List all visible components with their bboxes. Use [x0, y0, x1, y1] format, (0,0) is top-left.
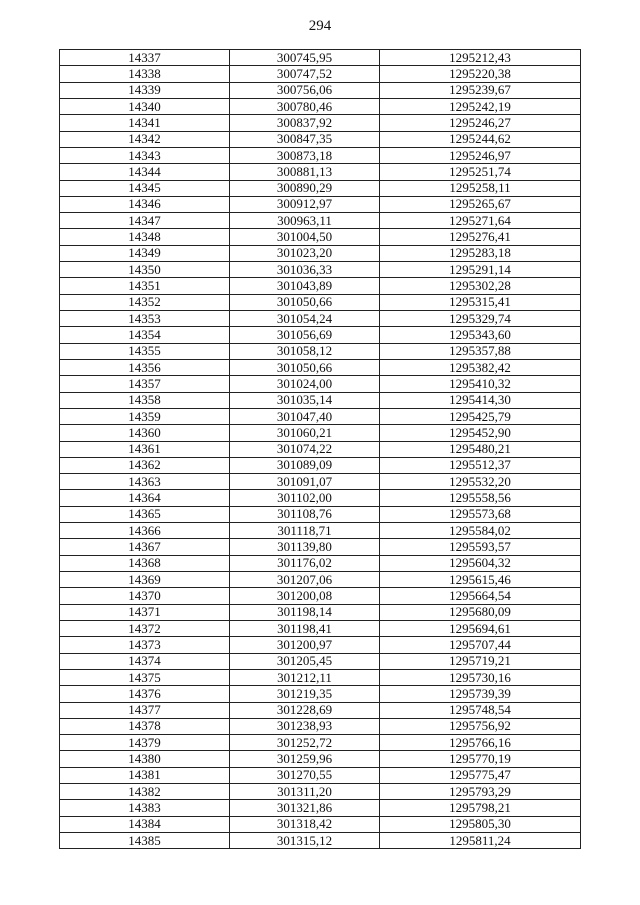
- y-coordinate-cell: 1295414,30: [380, 392, 581, 408]
- y-coordinate-cell: 1295246,27: [380, 115, 581, 131]
- table-row: [60, 669, 581, 685]
- point-number-cell: 14343: [60, 147, 230, 163]
- table-row: [60, 718, 581, 734]
- point-number-cell: 14361: [60, 441, 230, 457]
- x-coordinate-cell: 301311,20: [230, 784, 380, 800]
- point-number-cell: 14363: [60, 474, 230, 490]
- y-coordinate-cell: 1295770,19: [380, 751, 581, 767]
- point-number-cell: 14356: [60, 359, 230, 375]
- table-row: [60, 82, 581, 98]
- x-coordinate-cell: 301198,14: [230, 604, 380, 620]
- table-row: [60, 490, 581, 506]
- y-coordinate-cell: 1295766,16: [380, 735, 581, 751]
- table-row: [60, 408, 581, 424]
- x-coordinate-cell: 301118,71: [230, 523, 380, 539]
- x-coordinate-cell: 301176,02: [230, 555, 380, 571]
- table-row: [60, 474, 581, 490]
- table-row: [60, 588, 581, 604]
- table-row: [60, 376, 581, 392]
- table-row: [60, 66, 581, 82]
- table-row: [60, 457, 581, 473]
- x-coordinate-cell: 301321,86: [230, 800, 380, 816]
- point-number-cell: 14368: [60, 555, 230, 571]
- table-row: [60, 164, 581, 180]
- x-coordinate-cell: 300912,97: [230, 196, 380, 212]
- point-number-cell: 14341: [60, 115, 230, 131]
- table-row: [60, 620, 581, 636]
- point-number-cell: 14371: [60, 604, 230, 620]
- y-coordinate-cell: 1295558,56: [380, 490, 581, 506]
- x-coordinate-cell: 300747,52: [230, 66, 380, 82]
- x-coordinate-cell: 301198,41: [230, 620, 380, 636]
- y-coordinate-cell: 1295452,90: [380, 425, 581, 441]
- point-number-cell: 14375: [60, 669, 230, 685]
- y-coordinate-cell: 1295748,54: [380, 702, 581, 718]
- point-number-cell: 14340: [60, 98, 230, 114]
- x-coordinate-cell: 301108,76: [230, 506, 380, 522]
- y-coordinate-cell: 1295694,61: [380, 620, 581, 636]
- y-coordinate-cell: 1295265,67: [380, 196, 581, 212]
- table-row: [60, 115, 581, 131]
- x-coordinate-cell: 300963,11: [230, 213, 380, 229]
- y-coordinate-cell: 1295315,41: [380, 294, 581, 310]
- table-row: [60, 555, 581, 571]
- point-number-cell: 14344: [60, 164, 230, 180]
- point-number-cell: 14348: [60, 229, 230, 245]
- x-coordinate-cell: 301318,42: [230, 816, 380, 832]
- x-coordinate-cell: 301024,00: [230, 376, 380, 392]
- y-coordinate-cell: 1295283,18: [380, 245, 581, 261]
- table-row: [60, 98, 581, 114]
- point-number-cell: 14355: [60, 343, 230, 359]
- y-coordinate-cell: 1295739,39: [380, 686, 581, 702]
- y-coordinate-cell: 1295584,02: [380, 523, 581, 539]
- point-number-cell: 14373: [60, 637, 230, 653]
- x-coordinate-cell: 301004,50: [230, 229, 380, 245]
- x-coordinate-cell: 301058,12: [230, 343, 380, 359]
- y-coordinate-cell: 1295664,54: [380, 588, 581, 604]
- point-number-cell: 14381: [60, 767, 230, 783]
- table-row: [60, 50, 581, 66]
- y-coordinate-cell: 1295246,97: [380, 147, 581, 163]
- x-coordinate-cell: 300881,13: [230, 164, 380, 180]
- x-coordinate-cell: 300873,18: [230, 147, 380, 163]
- x-coordinate-cell: 301200,08: [230, 588, 380, 604]
- y-coordinate-cell: 1295220,38: [380, 66, 581, 82]
- table-row: [60, 735, 581, 751]
- x-coordinate-cell: 301238,93: [230, 718, 380, 734]
- y-coordinate-cell: 1295756,92: [380, 718, 581, 734]
- point-number-cell: 14359: [60, 408, 230, 424]
- table-row: [60, 816, 581, 832]
- point-number-cell: 14372: [60, 620, 230, 636]
- point-number-cell: 14345: [60, 180, 230, 196]
- y-coordinate-cell: 1295604,32: [380, 555, 581, 571]
- x-coordinate-cell: 301074,22: [230, 441, 380, 457]
- point-number-cell: 14339: [60, 82, 230, 98]
- x-coordinate-cell: 301102,00: [230, 490, 380, 506]
- point-number-cell: 14376: [60, 686, 230, 702]
- point-number-cell: 14352: [60, 294, 230, 310]
- y-coordinate-cell: 1295593,57: [380, 539, 581, 555]
- y-coordinate-cell: 1295302,28: [380, 278, 581, 294]
- y-coordinate-cell: 1295425,79: [380, 408, 581, 424]
- table-row: [60, 311, 581, 327]
- x-coordinate-cell: 301023,20: [230, 245, 380, 261]
- x-coordinate-cell: 301050,66: [230, 359, 380, 375]
- x-coordinate-cell: 301270,55: [230, 767, 380, 783]
- table-row: [60, 784, 581, 800]
- table-row: [60, 180, 581, 196]
- point-number-cell: 14378: [60, 718, 230, 734]
- point-number-cell: 14379: [60, 735, 230, 751]
- point-number-cell: 14338: [60, 66, 230, 82]
- x-coordinate-cell: 301035,14: [230, 392, 380, 408]
- point-number-cell: 14366: [60, 523, 230, 539]
- y-coordinate-cell: 1295242,19: [380, 98, 581, 114]
- table-row: [60, 441, 581, 457]
- y-coordinate-cell: 1295512,37: [380, 457, 581, 473]
- y-coordinate-cell: 1295573,68: [380, 506, 581, 522]
- point-number-cell: 14347: [60, 213, 230, 229]
- x-coordinate-cell: 300847,35: [230, 131, 380, 147]
- table-row: [60, 767, 581, 783]
- table-row: [60, 229, 581, 245]
- y-coordinate-cell: 1295244,62: [380, 131, 581, 147]
- point-number-cell: 14364: [60, 490, 230, 506]
- y-coordinate-cell: 1295276,41: [380, 229, 581, 245]
- point-number-cell: 14385: [60, 833, 230, 849]
- table-row: [60, 686, 581, 702]
- x-coordinate-cell: 301050,66: [230, 294, 380, 310]
- x-coordinate-cell: 301259,96: [230, 751, 380, 767]
- point-number-cell: 14380: [60, 751, 230, 767]
- point-number-cell: 14369: [60, 572, 230, 588]
- table-row: [60, 245, 581, 261]
- table-row: [60, 833, 581, 849]
- table-row: [60, 604, 581, 620]
- point-number-cell: 14349: [60, 245, 230, 261]
- x-coordinate-cell: 300756,06: [230, 82, 380, 98]
- table-row: [60, 702, 581, 718]
- x-coordinate-cell: 301315,12: [230, 833, 380, 849]
- x-coordinate-cell: 300837,92: [230, 115, 380, 131]
- point-number-cell: 14346: [60, 196, 230, 212]
- table-row: [60, 359, 581, 375]
- y-coordinate-cell: 1295730,16: [380, 669, 581, 685]
- x-coordinate-cell: 301219,35: [230, 686, 380, 702]
- x-coordinate-cell: 301207,06: [230, 572, 380, 588]
- point-number-cell: 14342: [60, 131, 230, 147]
- page-number: 294: [308, 18, 332, 34]
- x-coordinate-cell: 301212,11: [230, 669, 380, 685]
- table-row: [60, 147, 581, 163]
- point-number-cell: 14377: [60, 702, 230, 718]
- point-number-cell: 14357: [60, 376, 230, 392]
- point-number-cell: 14362: [60, 457, 230, 473]
- point-number-cell: 14383: [60, 800, 230, 816]
- y-coordinate-cell: 1295343,60: [380, 327, 581, 343]
- table-row: [60, 327, 581, 343]
- y-coordinate-cell: 1295811,24: [380, 833, 581, 849]
- y-coordinate-cell: 1295382,42: [380, 359, 581, 375]
- x-coordinate-cell: 301205,45: [230, 653, 380, 669]
- point-number-cell: 14350: [60, 262, 230, 278]
- table-row: [60, 278, 581, 294]
- x-coordinate-cell: 300890,29: [230, 180, 380, 196]
- y-coordinate-cell: 1295251,74: [380, 164, 581, 180]
- table-row: [60, 572, 581, 588]
- table-row: [60, 751, 581, 767]
- y-coordinate-cell: 1295798,21: [380, 800, 581, 816]
- y-coordinate-cell: 1295615,46: [380, 572, 581, 588]
- x-coordinate-cell: 300745,95: [230, 50, 380, 66]
- table-row: [60, 800, 581, 816]
- table-row: [60, 131, 581, 147]
- point-number-cell: 14367: [60, 539, 230, 555]
- x-coordinate-cell: 301047,40: [230, 408, 380, 424]
- y-coordinate-cell: 1295480,21: [380, 441, 581, 457]
- table-row: [60, 506, 581, 522]
- table-row: [60, 213, 581, 229]
- point-number-cell: 14354: [60, 327, 230, 343]
- y-coordinate-cell: 1295271,64: [380, 213, 581, 229]
- y-coordinate-cell: 1295239,67: [380, 82, 581, 98]
- y-coordinate-cell: 1295680,09: [380, 604, 581, 620]
- table-row: [60, 196, 581, 212]
- point-number-cell: 14358: [60, 392, 230, 408]
- coordinates-table-body: [60, 50, 581, 849]
- table-row: [60, 392, 581, 408]
- point-number-cell: 14360: [60, 425, 230, 441]
- table-row: [60, 539, 581, 555]
- y-coordinate-cell: 1295532,20: [380, 474, 581, 490]
- y-coordinate-cell: 1295719,21: [380, 653, 581, 669]
- x-coordinate-cell: 301091,07: [230, 474, 380, 490]
- coordinates-table: [59, 49, 581, 849]
- point-number-cell: 14351: [60, 278, 230, 294]
- table-row: [60, 425, 581, 441]
- point-number-cell: 14374: [60, 653, 230, 669]
- y-coordinate-cell: 1295805,30: [380, 816, 581, 832]
- x-coordinate-cell: 301054,24: [230, 311, 380, 327]
- table-row: [60, 262, 581, 278]
- point-number-cell: 14365: [60, 506, 230, 522]
- x-coordinate-cell: 300780,46: [230, 98, 380, 114]
- y-coordinate-cell: 1295329,74: [380, 311, 581, 327]
- point-number-cell: 14382: [60, 784, 230, 800]
- table-row: [60, 343, 581, 359]
- y-coordinate-cell: 1295357,88: [380, 343, 581, 359]
- x-coordinate-cell: 301060,21: [230, 425, 380, 441]
- x-coordinate-cell: 301252,72: [230, 735, 380, 751]
- y-coordinate-cell: 1295212,43: [380, 50, 581, 66]
- x-coordinate-cell: 301036,33: [230, 262, 380, 278]
- point-number-cell: 14337: [60, 50, 230, 66]
- point-number-cell: 14353: [60, 311, 230, 327]
- y-coordinate-cell: 1295775,47: [380, 767, 581, 783]
- y-coordinate-cell: 1295258,11: [380, 180, 581, 196]
- x-coordinate-cell: 301200,97: [230, 637, 380, 653]
- x-coordinate-cell: 301043,89: [230, 278, 380, 294]
- x-coordinate-cell: 301139,80: [230, 539, 380, 555]
- table-row: [60, 637, 581, 653]
- table-row: [60, 653, 581, 669]
- y-coordinate-cell: 1295291,14: [380, 262, 581, 278]
- point-number-cell: 14384: [60, 816, 230, 832]
- x-coordinate-cell: 301056,69: [230, 327, 380, 343]
- x-coordinate-cell: 301228,69: [230, 702, 380, 718]
- table-row: [60, 523, 581, 539]
- point-number-cell: 14370: [60, 588, 230, 604]
- x-coordinate-cell: 301089,09: [230, 457, 380, 473]
- y-coordinate-cell: 1295410,32: [380, 376, 581, 392]
- y-coordinate-cell: 1295707,44: [380, 637, 581, 653]
- table-row: [60, 294, 581, 310]
- y-coordinate-cell: 1295793,29: [380, 784, 581, 800]
